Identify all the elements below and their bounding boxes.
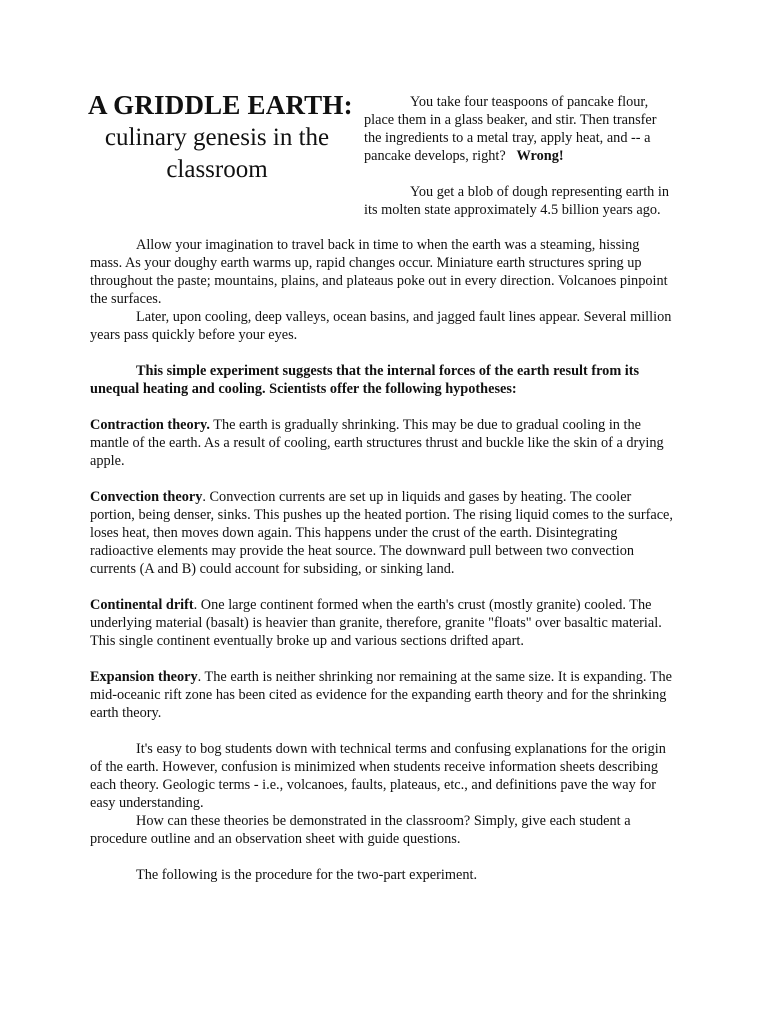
body-text [90,236,675,884]
title-block [88,88,353,186]
contraction-theory-text: The earth is gradually shrinking. This may be due to gradual cooling in the mantle of the earth. As a result of cooling, earth structures thrust and buckle like the skin of a drying apple. [90,417,664,469]
demonstration-paragraph: How can these theories be demonstrated in the classroom? Simply, give each student a procedure outline and an observation sheet with guide questions. [90,813,631,847]
imagination-paragraph: Allow your imagination to travel back in time to when the earth was a steaming, hissing mass. As your doughy earth warms up, rapid changes occur. Miniature earth structures spring up throughout the paste; mountains, plains, and plateaus poke out in every direction. Volcanoes pinpoint the surfaces. [90,237,668,307]
continental-drift-text: . One large continent formed when the earth's crust (mostly granite) cooled. The underlying material (basalt) is heavier than granite, therefore, granite "floats" over basaltic material. This single continent eventually broke up and various sections drifted apart. [90,597,662,649]
hypotheses-intro: This simple experiment suggests that the internal forces of the earth result from its unequal heating and cooling. Scientists offer the following hypotheses: [90,363,640,397]
contraction-theory-paragraph [90,416,675,470]
continental-drift-heading: Continental drift [90,597,194,613]
intro-paragraph-1 [364,93,674,165]
expansion-theory-text: . The earth is neither shrinking nor remaining at the same size. It is expanding. The mid-oceanic rift zone has been cited as evidence for the expanding earth theory and for the shrinking earth theory. [90,669,672,721]
convection-theory-text: . Convection currents are set up in liquids and gases by heating. The cooler portion, being denser, sinks. This pushes up the heated portion. The rising liquid comes to the surface, loses heat, then moves down again. This happens under the crust of the earth. Disintegrating radioactive elements may provide the heat source. The downward pull between two convection currents (A and B) could account for subsiding, or sinking land. [90,489,673,577]
page-title: A GRIDDLE EARTH: [88,90,353,120]
convection-theory-heading: Convection theory [90,489,203,505]
page-subtitle-line-1: culinary genesis in the [104,124,330,151]
intro-paragraph-1-text: You take four teaspoons of pancake flour, place them in a glass beaker, and stir. Then transfer the ingredients to a metal tray, apply heat, and -- a pancake develops, right? [364,94,657,164]
page-subtitle-line-2: classroom [166,156,268,183]
procedure-intro: The following is the procedure for the two-part experiment. [136,867,478,883]
contraction-theory-heading: Contraction theory. [90,417,210,433]
cooling-paragraph: Later, upon cooling, deep valleys, ocean basins, and jagged fault lines appear. Several million years pass quickly before your eyes. [90,309,672,343]
intro-paragraph-2 [364,183,674,219]
intro-paragraph-2-text: You get a blob of dough representing earth in its molten state approximately 4.5 billion years ago. [364,184,670,218]
expansion-theory-paragraph [90,668,675,722]
expansion-theory-heading: Expansion theory [90,669,198,685]
bog-down-paragraph: It's easy to bog students down with technical terms and confusing explanations for the origin of the earth. However, confusion is minimized when students receive information sheets describing each theory. Geologic terms - i.e., volcanoes, faults, plateaus, etc., and definitions pave the way for easy understanding. [90,741,666,811]
continental-drift-paragraph [90,596,675,650]
convection-theory-paragraph [90,488,675,578]
wrong-emphasis: Wrong! [516,148,564,164]
